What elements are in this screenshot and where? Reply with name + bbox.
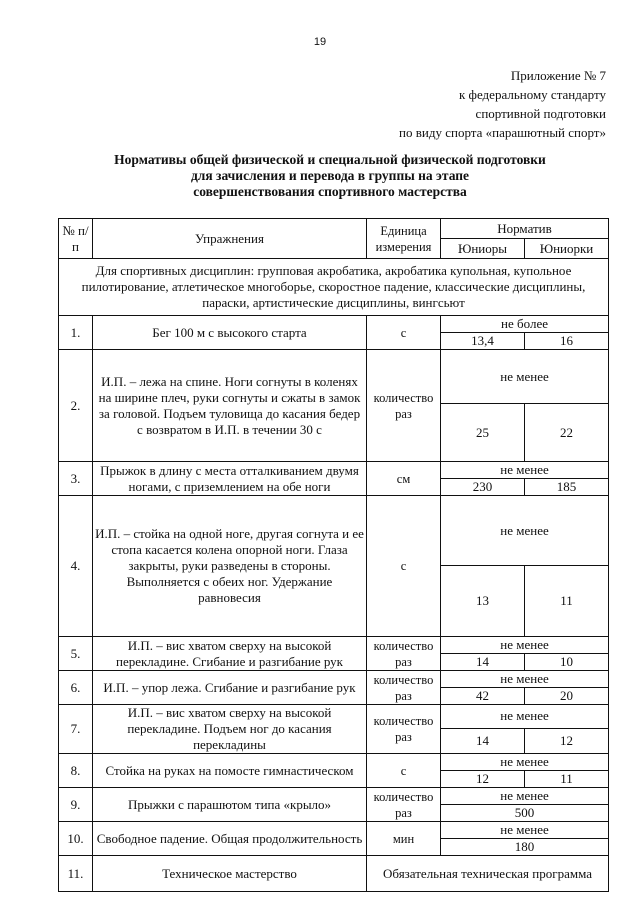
page-number: 19 <box>313 36 327 48</box>
annex-line-4: по виду спорта «парашютный спорт» <box>399 125 606 140</box>
row-number: 2. <box>59 350 93 462</box>
value-juniors-f: 20 <box>525 688 609 705</box>
table-row <box>59 788 609 805</box>
header-row <box>59 219 609 239</box>
unit-cell: количество раз <box>367 671 441 705</box>
exercise-cell: И.П. – упор лежа. Сгибание и разгибание рук <box>93 671 367 705</box>
norms-table <box>58 218 609 892</box>
value-juniors-m: 14 <box>441 654 525 671</box>
table-row <box>59 671 609 688</box>
value-juniors-m: 14 <box>441 728 525 753</box>
value-juniors-m: 25 <box>441 404 525 462</box>
exercise-cell: Свободное падение. Общая продолжительность <box>93 822 367 856</box>
exercise-cell: И.П. – вис хватом сверху на высокой перекладине. Сгибание и разгибание рук <box>93 637 367 671</box>
condition-cell: не менее <box>441 754 609 771</box>
annex-line-3: спортивной подготовки <box>475 106 606 121</box>
value-juniors-f: 10 <box>525 654 609 671</box>
unit-cell: с <box>367 496 441 637</box>
row-number: 5. <box>59 637 93 671</box>
value-both-cell: 180 <box>441 839 609 856</box>
unit-cell: см <box>367 462 441 496</box>
table-row <box>59 754 609 771</box>
table-row <box>59 822 609 839</box>
row-number: 3. <box>59 462 93 496</box>
row-number: 4. <box>59 496 93 637</box>
title-line-2: для зачисления и перевода в группы на этапе <box>190 168 470 183</box>
value-juniors-m: 12 <box>441 771 525 788</box>
disciplines-row <box>59 259 609 316</box>
value-juniors-f: 185 <box>525 479 609 496</box>
row-number: 9. <box>59 788 93 822</box>
condition-cell: не менее <box>441 788 609 805</box>
value-both-cell: 500 <box>441 805 609 822</box>
norms-table-body <box>59 219 609 892</box>
annex-block <box>399 66 606 142</box>
unit-cell: с <box>367 754 441 788</box>
technical-program-cell: Обязательная техническая программа <box>367 856 609 892</box>
condition-cell: не менее <box>441 822 609 839</box>
header-juniors-f: Юниорки <box>525 239 609 259</box>
value-juniors-m: 42 <box>441 688 525 705</box>
unit-cell: мин <box>367 822 441 856</box>
exercise-cell: И.П. – вис хватом сверху на высокой перекладине. Подъем ног до касания перекладины <box>93 705 367 754</box>
exercise-cell: И.П. – лежа на спине. Ноги согнуты в коленях на ширине плеч, руки согнуты и сжаты в замок за головой. Подъем туловища до касания бедер с возвратом в И.П. в течении 30 с <box>93 350 367 462</box>
unit-cell: количество раз <box>367 788 441 822</box>
condition-cell: не менее <box>441 496 609 566</box>
annex-line-2: к федеральному стандарту <box>458 87 606 102</box>
row-number: 8. <box>59 754 93 788</box>
title-line-3: совершенствования спортивного мастерства <box>193 184 467 199</box>
value-juniors-f: 16 <box>525 333 609 350</box>
unit-cell: количество раз <box>367 350 441 462</box>
condition-cell: не менее <box>441 671 609 688</box>
exercise-cell: Техническое мастерство <box>93 856 367 892</box>
header-exercise: Упражнения <box>93 219 367 259</box>
exercise-cell: Стойка на руках на помосте гимнастическом <box>93 754 367 788</box>
row-number: 1. <box>59 316 93 350</box>
row-number: 10. <box>59 822 93 856</box>
disciplines-text: Для спортивных дисциплин: групповая акробатика, акробатика купольная, купольное пилотирование, атлетическое многоборье, скоростное падение, классические дисциплины, параски, артистические дисциплины, вингсьют <box>59 259 609 316</box>
header-norm: Норматив <box>441 219 609 239</box>
condition-cell: не менее <box>441 462 609 479</box>
table-row <box>59 350 609 404</box>
header-juniors-m: Юниоры <box>441 239 525 259</box>
table-row <box>59 856 609 892</box>
row-number: 6. <box>59 671 93 705</box>
value-juniors-f: 22 <box>525 404 609 462</box>
row-number: 11. <box>59 856 93 892</box>
table-row <box>59 705 609 729</box>
table-row <box>59 316 609 333</box>
condition-cell: не более <box>441 316 609 333</box>
row-number: 7. <box>59 705 93 754</box>
exercise-cell: И.П. – стойка на одной ноге, другая согнута и ее стопа касается колена опорной ноги. Глаза закрыты, руки разведены в стороны. Выполняется с обеих ног. Удержание равновесия <box>93 496 367 637</box>
value-juniors-f: 11 <box>525 566 609 637</box>
condition-cell: не менее <box>441 637 609 654</box>
exercise-cell: Бег 100 м с высокого старта <box>93 316 367 350</box>
table-row <box>59 637 609 654</box>
exercise-cell: Прыжок в длину с места отталкиванием двумя ногами, с приземлением на обе ноги <box>93 462 367 496</box>
value-juniors-m: 13,4 <box>441 333 525 350</box>
header-num: № п/п <box>59 219 93 259</box>
exercise-cell: Прыжки с парашютом типа «крыло» <box>93 788 367 822</box>
value-juniors-m: 13 <box>441 566 525 637</box>
value-juniors-f: 11 <box>525 771 609 788</box>
title-line-1: Нормативы общей физической и специальной физической подготовки <box>114 152 546 167</box>
unit-cell: количество раз <box>367 637 441 671</box>
unit-cell: с <box>367 316 441 350</box>
table-row <box>59 462 609 479</box>
header-unit: Единица измерения <box>367 219 441 259</box>
value-juniors-m: 230 <box>441 479 525 496</box>
annex-line-1: Приложение № 7 <box>510 68 606 83</box>
document-title <box>60 152 600 200</box>
table-row <box>59 496 609 566</box>
condition-cell: не менее <box>441 705 609 729</box>
condition-cell: не менее <box>441 350 609 404</box>
value-juniors-f: 12 <box>525 728 609 753</box>
unit-cell: количество раз <box>367 705 441 754</box>
